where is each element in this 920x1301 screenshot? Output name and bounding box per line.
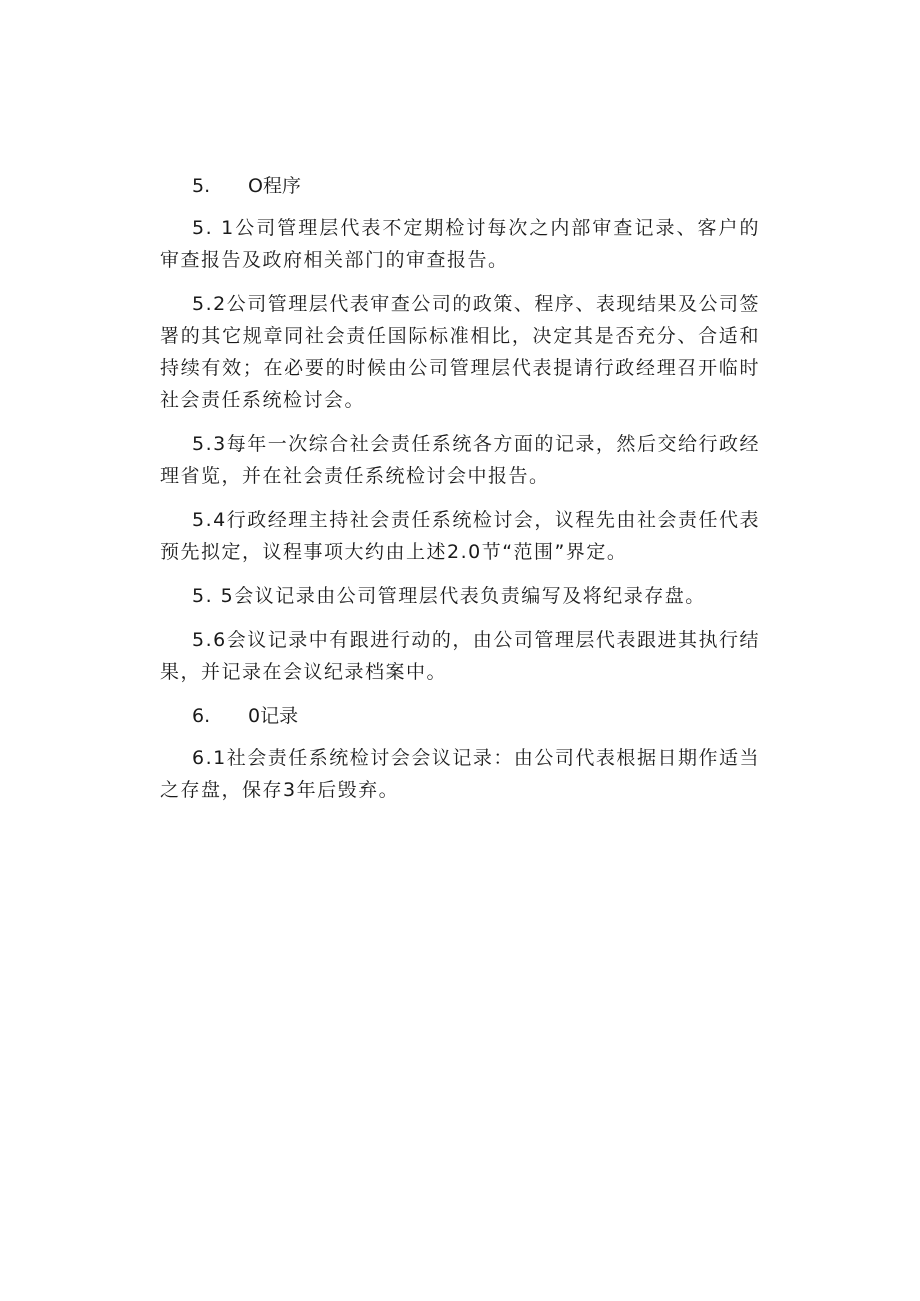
section-title: 0记录 xyxy=(248,705,299,727)
paragraph-5-6: 5.6会议记录中有跟进行动的，由公司管理层代表跟进其执行结果，并记录在会议纪录档案中。 xyxy=(160,629,760,683)
paragraph-5-2: 5.2公司管理层代表审查公司的政策、程序、表现结果及公司签署的其它规章同社会责任国际标准相比，决定其是否充分、合适和持续有效；在必要的时候由公司管理层代表提请行政经理召开临时社会责任系统检讨会。 xyxy=(160,293,760,411)
section-heading-6 xyxy=(160,700,760,732)
paragraph-5-4: 5.4行政经理主持社会责任系统检讨会，议程先由社会责任代表预先拟定，议程事项大约由上述2.0节“范围”界定。 xyxy=(160,509,760,563)
section-title: O程序 xyxy=(248,175,301,197)
document-body xyxy=(160,170,760,818)
section-number: 5. xyxy=(192,175,211,197)
section-heading-5 xyxy=(160,170,760,202)
paragraph-6-1: 6.1社会责任系统检讨会会议记录：由公司代表根据日期作适当之存盘，保存3年后毁弃。 xyxy=(160,747,760,801)
paragraph-5-3: 5.3每年一次综合社会责任系统各方面的记录，然后交给行政经理省览，并在社会责任系统检讨会中报告。 xyxy=(160,433,760,487)
paragraph-5-1: 5. 1公司管理层代表不定期检讨每次之内部审查记录、客户的审查报告及政府相关部门的审查报告。 xyxy=(160,217,760,271)
paragraph-5-5: 5. 5会议记录由公司管理层代表负责编写及将纪录存盘。 xyxy=(192,585,706,607)
section-number: 6. xyxy=(192,705,211,727)
